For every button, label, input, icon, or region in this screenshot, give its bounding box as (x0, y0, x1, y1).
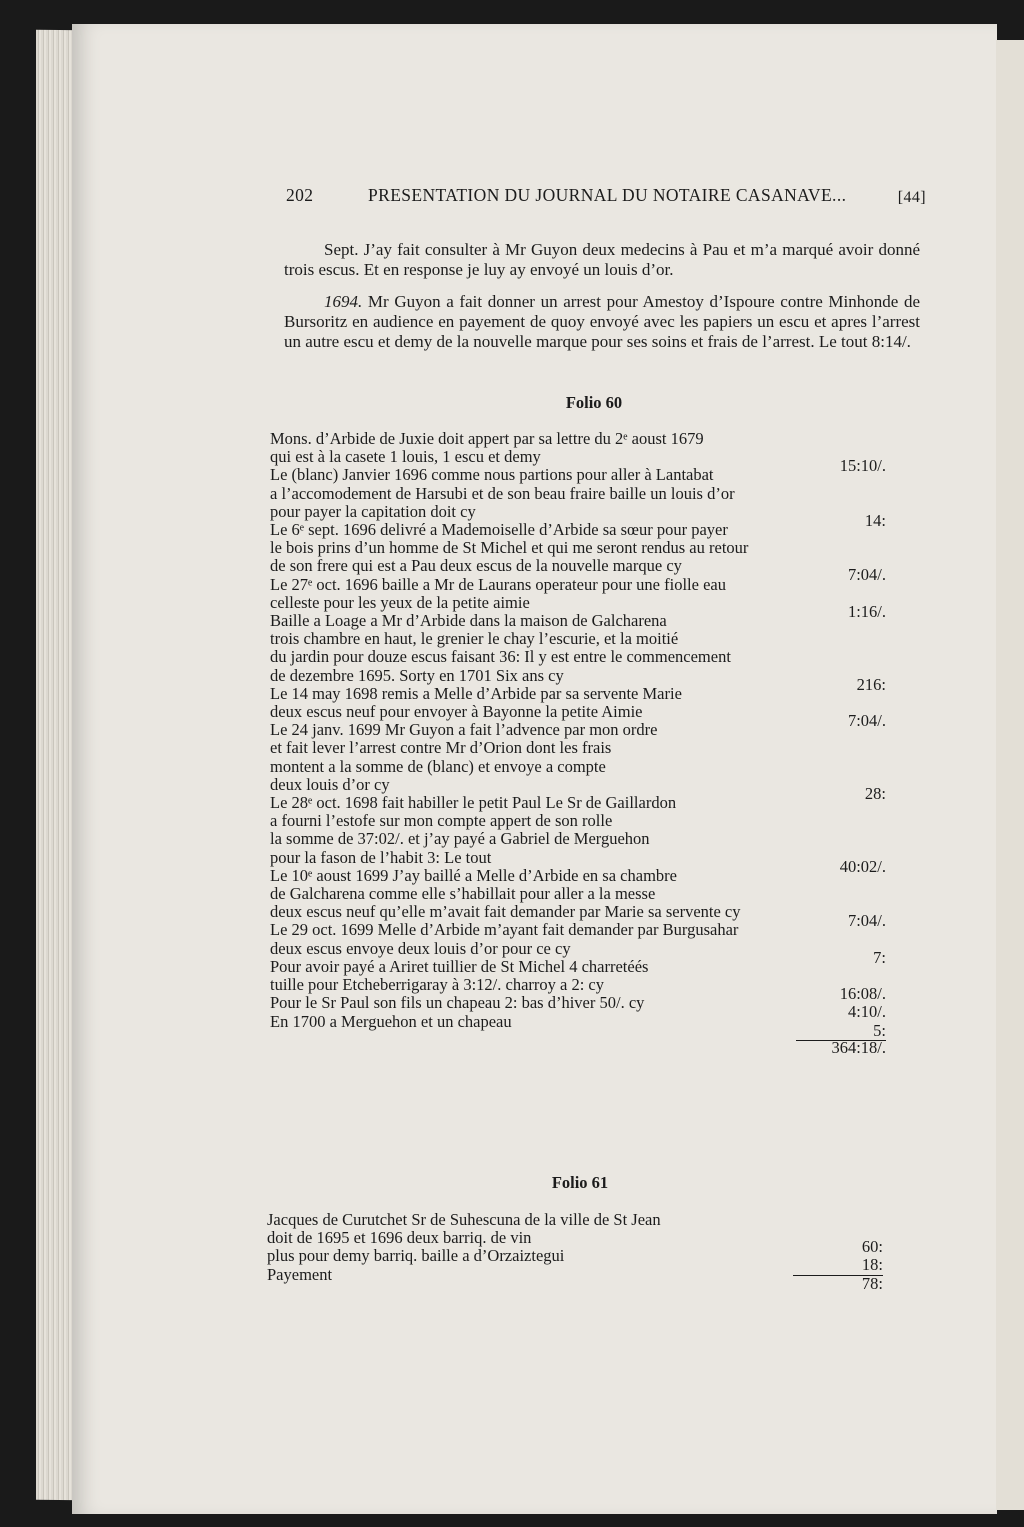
ledger-line (270, 721, 910, 739)
ledger-line (270, 739, 910, 757)
ledger-line (270, 612, 910, 630)
ledger-line (270, 466, 910, 484)
ledger-line-text: pour la fason de l’habit 3: Le tout (270, 847, 492, 867)
ledger-line-text: de son frere qui est a Pau deux escus de la nouvelle marque cy (270, 556, 682, 576)
ledger-total-row (270, 1031, 910, 1057)
ledger-line-text: Le 27ᵉ oct. 1696 baille a Mr de Laurans operateur pour une fiolle eau (270, 574, 726, 594)
ledger-amount: 18: (793, 1256, 883, 1275)
folio-60-ledger (270, 429, 910, 1057)
ledger-line (270, 885, 910, 903)
ledger-amount: 60: (861, 1237, 883, 1257)
ledger-line-text: Le 24 janv. 1699 Mr Guyon a fait l’advence par mon ordre (270, 720, 658, 740)
page-number: 202 (286, 185, 314, 205)
ledger-line-text: Le 14 may 1698 remis a Melle d’Arbide par sa servente Marie (270, 683, 682, 703)
folio-61-title: Folio 61 (551, 1173, 609, 1192)
ledger-line-text: pour payer la capitation doit cy (270, 501, 476, 521)
ledger-line-text: montent a la somme de (blanc) et envoye a compte (270, 756, 606, 776)
intro-year: 1694. (324, 292, 363, 311)
ledger-amount: 216: (856, 674, 886, 694)
ledger-line-text: Payement (267, 1264, 333, 1284)
running-title: PRESENTATION DU JOURNAL DU NOTAIRE CASANAVE... (368, 185, 847, 205)
ledger-line (270, 812, 910, 830)
ledger-amount: 7:04/. (847, 565, 886, 585)
ledger-line-text: En 1700 a Merguehon et un chapeau (270, 1011, 512, 1031)
ledger-line (270, 685, 910, 703)
ledger-line-text: Mons. d’Arbide de Juxie doit appert par sa lettre du 2ᵉ aoust 1679 (270, 429, 704, 448)
ledger-line (270, 430, 910, 448)
ledger-line (270, 539, 910, 557)
ledger-line (270, 958, 910, 976)
ledger-amount: 16:08/. (839, 984, 886, 1004)
intro-paragraph-2 (284, 292, 920, 352)
ledger-line-text: du jardin pour douze escus faisant 36: Il y est entre le commencement (270, 647, 731, 667)
ledger-line-text: la somme de 37:02/. et j’ay payé a Gabriel de Merguehon (270, 829, 650, 849)
ledger-amount: 4:10/. (847, 1002, 886, 1022)
ledger-amount: 7:04/. (847, 711, 886, 731)
ledger-line-text: plus pour demy barriq. baille a d’Orzaiztegui (267, 1246, 565, 1266)
ledger-line-text: Le 28ᵉ oct. 1698 fait habiller le petit Paul Le Sr de Gaillardon (270, 793, 677, 813)
ledger-line-text: Pour avoir payé a Ariret tuillier de St Michel 4 charretéés (270, 956, 649, 976)
ledger-amount: 7: (873, 947, 886, 967)
ledger-line-text: Le (blanc) Janvier 1696 comme nous partions pour aller à Lantabat (270, 465, 714, 485)
folio-61-ledger (267, 1210, 907, 1293)
ledger-amount: 14: (864, 510, 886, 530)
ledger-line (267, 1211, 907, 1229)
ledger-line (270, 867, 910, 885)
ledger-line (270, 758, 910, 776)
ledger-line-text: et fait lever l’arrest contre Mr d’Orion dont les frais (270, 738, 612, 758)
ledger-line-text: de Galcharena comme elle s’habillait pour aller a la messe (270, 884, 656, 904)
ledger-line-text: de dezembre 1695. Sorty en 1701 Six ans cy (270, 665, 564, 685)
ledger-line (270, 521, 910, 539)
ledger-line-text: deux escus envoye deux louis d’or pour ce cy (270, 938, 571, 958)
ledger-line-text: celleste pour les yeux de la petite aimie (270, 592, 530, 612)
ledger-line-text: Baille a Loage a Mr d’Arbide dans la maison de Galcharena (270, 611, 667, 631)
folio-60-title: Folio 60 (565, 393, 623, 412)
ledger-amount: 5: (796, 1022, 886, 1041)
ledger-line-text: deux louis d’or cy (270, 774, 390, 794)
facing-page-edge (996, 40, 1024, 1510)
intro-paragraph-1 (284, 240, 920, 280)
ledger-line-text: a l’accomodement de Harsubi et de son beau fraire baille un louis d’or (270, 483, 735, 503)
ledger-line-text: le bois prins d’un homme de St Michel et qui me seront rendus au retour (270, 538, 749, 558)
ledger-line (270, 794, 910, 812)
ledger-amount: 28: (864, 783, 886, 803)
intro-text-1: Sept. J’ay fait consulter à Mr Guyon deux medecins à Pau et m’a marqué avoir donné trois escus. Et en response je luy ay envoyé un louis d’or. (284, 240, 920, 279)
ledger-total: 364:18/. (831, 1037, 886, 1057)
ledger-line-text: doit de 1695 et 1696 deux barriq. de vin (267, 1228, 532, 1248)
ledger-line-text: Le 29 oct. 1699 Melle d’Arbide m’ayant fait demander par Burgusahar (270, 920, 739, 940)
ledger-amount: 40:02/. (839, 856, 886, 876)
ledger-line-text: deux escus neuf qu’elle m’avait fait demander par Marie sa servente cy (270, 902, 741, 922)
ledger-line-text: tuille pour Etcheberrigaray à 3:12/. charroy a 2: cy (270, 975, 604, 995)
ledger-line (270, 830, 910, 848)
ledger-line (270, 630, 910, 648)
ledger-line-text: Pour le Sr Paul son fils un chapeau 2: bas d’hiver 50/. cy (270, 993, 645, 1013)
ledger-line-text: Jacques de Curutchet Sr de Suhescuna de la ville de St Jean (267, 1210, 661, 1229)
ledger-line (270, 921, 910, 939)
ledger-line (270, 576, 910, 594)
ledger-amount: 15:10/. (839, 456, 886, 476)
ledger-line-text: trois chambre en haut, le grenier le chay l’escurie, et la moitié (270, 629, 679, 649)
ledger-line-text: Le 10ᵉ aoust 1699 J’ay baillé a Melle d’Arbide en sa chambre (270, 865, 677, 885)
running-header (286, 185, 926, 213)
ledger-line-text: Le 6ᵉ sept. 1696 delivré a Mademoiselle d’Arbide sa sœur pour payer (270, 520, 728, 540)
ledger-line-text: qui est à la casete 1 louis, 1 escu et demy (270, 447, 541, 467)
ledger-amount: 1:16/. (847, 601, 886, 621)
ledger-line (270, 485, 910, 503)
section-bracket: [44] (897, 189, 926, 206)
intro-text-2: Mr Guyon a fait donner un arrest pour Amestoy d’Ispoure contre Minhonde de Bursoritz en audience en payement de quoy envoyé avec les papiers un escu et apres l’arrest un autre escu et demy de la nouvelle marque pour ses soins et frais de l’arrest. Le tout 8:14/. (284, 292, 920, 351)
ledger-line-text: a fourni l’estofe sur mon compte appert de son rolle (270, 811, 613, 831)
ledger-amount: 78: (861, 1273, 883, 1293)
ledger-line-text: deux escus neuf pour envoyer à Bayonne la petite Aimie (270, 702, 643, 722)
ledger-line (270, 648, 910, 666)
ledger-amount: 7:04/. (847, 911, 886, 931)
